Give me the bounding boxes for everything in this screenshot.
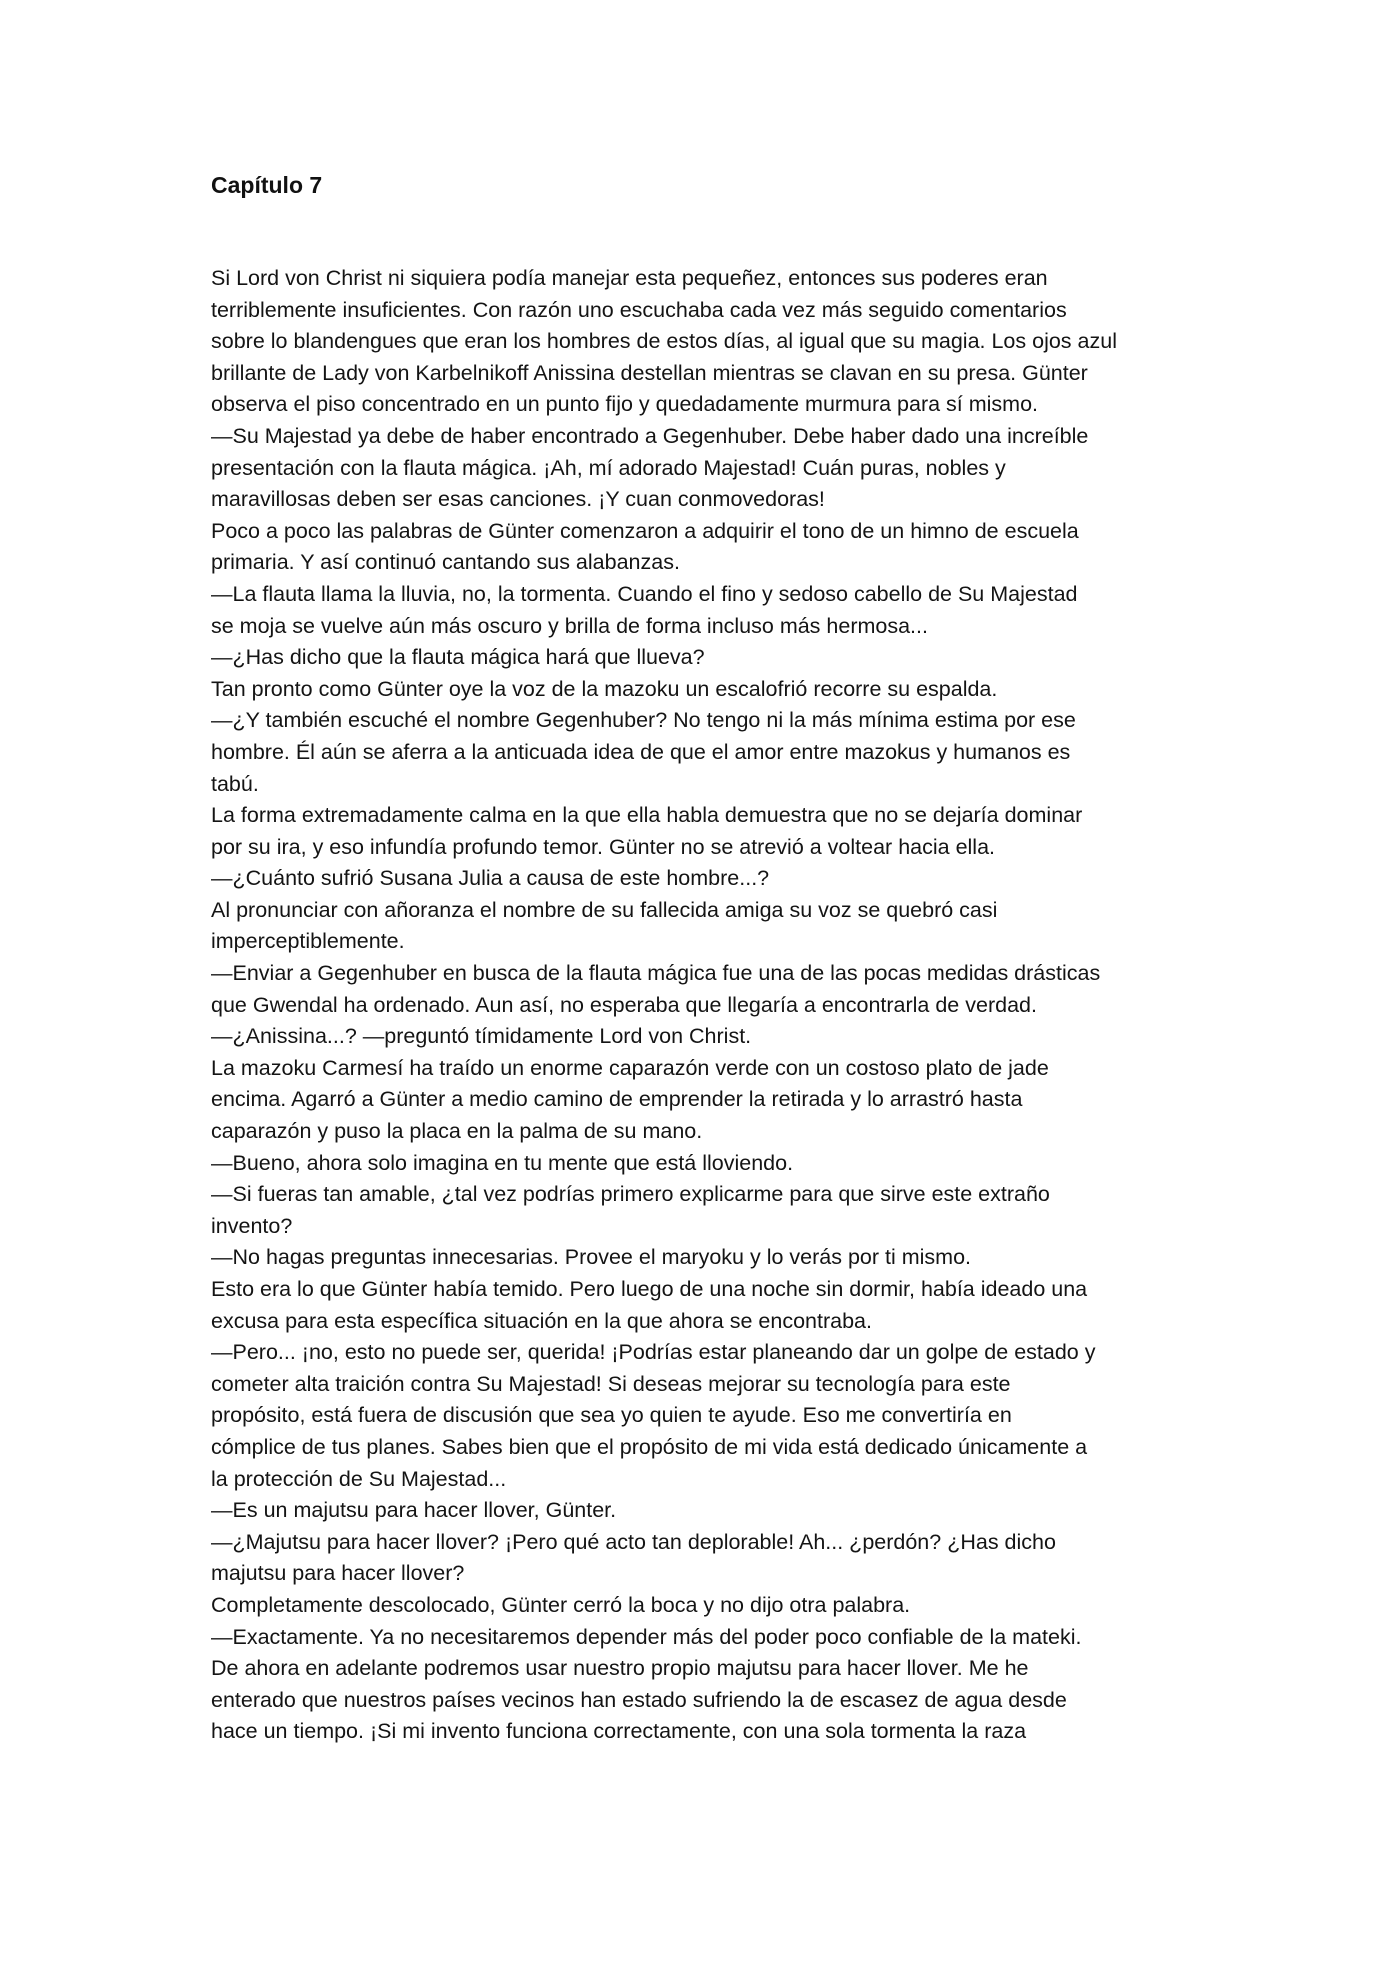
text-line: maravillosas deben ser esas canciones. ¡Y cuan conmovedoras!	[211, 487, 825, 512]
text-line: imperceptiblemente.	[211, 929, 405, 954]
text-line: observa el piso concentrado en un punto fijo y quedadamente murmura para sí mismo.	[211, 392, 1039, 417]
text-line: —Bueno, ahora solo imagina en tu mente que está lloviendo.	[211, 1150, 794, 1175]
text-line: primaria. Y así continuó cantando sus alabanzas.	[211, 550, 680, 575]
text-line: —No hagas preguntas innecesarias. Provee el maryoku y lo verás por ti mismo.	[211, 1245, 972, 1270]
text-line: La mazoku Carmesí ha traído un enorme caparazón verde con un costoso plato de jade	[211, 1055, 1049, 1080]
text-line: presentación con la flauta mágica. ¡Ah, mí adorado Majestad! Cuán puras, nobles y	[211, 455, 1006, 480]
text-line: hace un tiempo. ¡Si mi invento funciona correctamente, con una sola tormenta la raza	[211, 1719, 1027, 1744]
text-line: —Enviar a Gegenhuber en busca de la flauta mágica fue una de las pocas medidas drásticas	[211, 961, 1101, 986]
text-line: Tan pronto como Günter oye la voz de la mazoku un escalofrió recorre su espalda.	[211, 676, 998, 701]
text-line: —¿Cuánto sufrió Susana Julia a causa de este hombre...?	[211, 866, 770, 891]
text-line: majutsu para hacer llover?	[211, 1561, 465, 1586]
text-line: enterado que nuestros países vecinos han estado sufriendo la de escasez de agua desde	[211, 1687, 1067, 1712]
text-line: hombre. Él aún se aferra a la anticuada idea de que el amor entre mazokus y humanos es	[211, 739, 1071, 764]
text-line: cometer alta traición contra Su Majestad! Si deseas mejorar su tecnología para este	[211, 1371, 1011, 1396]
text-line: que Gwendal ha ordenado. Aun así, no esperaba que llegaría a encontrarla de verdad.	[211, 992, 1037, 1017]
text-line: —¿Majutsu para hacer llover? ¡Pero qué acto tan deplorable! Ah... ¿perdón? ¿Has dicho	[211, 1529, 1056, 1554]
text-line: De ahora en adelante podremos usar nuestro propio majutsu para hacer llover. Me he	[211, 1656, 1029, 1681]
text-line: —¿Y también escuché el nombre Gegenhuber? No tengo ni la más mínima estima por ese	[211, 708, 1076, 733]
text-line: —¿Has dicho que la flauta mágica hará que llueva?	[211, 645, 705, 670]
text-line: propósito, está fuera de discusión que sea yo quien te ayude. Eso me convertiría en	[211, 1403, 1012, 1428]
text-line: —Si fueras tan amable, ¿tal vez podrías primero explicarme para que sirve este extraño	[211, 1182, 1050, 1207]
text-line: por su ira, y eso infundía profundo temor. Günter no se atrevió a voltear hacia ella.	[211, 834, 996, 859]
chapter-title: Capítulo 7	[211, 172, 323, 198]
text-line: excusa para esta específica situación en la que ahora se encontraba.	[211, 1308, 872, 1333]
text-line: caparazón y puso la placa en la palma de su mano.	[211, 1119, 703, 1144]
text-line: —Es un majutsu para hacer llover, Günter.	[211, 1498, 617, 1523]
text-line: —Su Majestad ya debe de haber encontrado a Gegenhuber. Debe haber dado una increíble	[211, 423, 1089, 448]
text-line: La forma extremadamente calma en la que ella habla demuestra que no se dejaría dominar	[211, 803, 1083, 828]
text-line: se moja se vuelve aún más oscuro y brilla de forma incluso más hermosa...	[211, 613, 928, 638]
text-line: invento?	[211, 1213, 293, 1238]
text-line: cómplice de tus planes. Sabes bien que el propósito de mi vida está dedicado únicamente a	[211, 1434, 1088, 1459]
text-line: la protección de Su Majestad...	[211, 1466, 507, 1491]
text-line: —Exactamente. Ya no necesitaremos depender más del poder poco confiable de la mateki.	[211, 1624, 1082, 1649]
text-line: Al pronunciar con añoranza el nombre de su fallecida amiga su voz se quebró casi	[211, 897, 998, 922]
text-line: Completamente descolocado, Günter cerró la boca y no dijo otra palabra.	[211, 1592, 911, 1617]
text-line: —La flauta llama la lluvia, no, la tormenta. Cuando el fino y sedoso cabello de Su Majestad	[211, 581, 1078, 606]
text-line: terriblemente insuficientes. Con razón uno escuchaba cada vez más seguido comentarios	[211, 297, 1067, 322]
text-line: Esto era lo que Günter había temido. Pero luego de una noche sin dormir, había ideado una	[211, 1277, 1088, 1301]
text-line: tabú.	[211, 771, 259, 796]
text-line: brillante de Lady von Karbelnikoff Anissina destellan mientras se clavan en su presa. Günter	[211, 360, 1088, 385]
text-line: —Pero... ¡no, esto no puede ser, querida! ¡Podrías estar planeando dar un golpe de estado y	[211, 1340, 1096, 1365]
text-line: —¿Anissina...? —preguntó tímidamente Lord von Christ.	[211, 1024, 752, 1049]
text-line: Si Lord von Christ ni siquiera podía manejar esta pequeñez, entonces sus poderes eran	[211, 266, 1048, 290]
text-line: Poco a poco las palabras de Günter comenzaron a adquirir el tono de un himno de escuela	[211, 518, 1079, 543]
text-line: sobre lo blandengues que eran los hombres de estos días, al igual que su magia. Los ojos azul	[211, 329, 1117, 354]
chapter-body-text	[211, 263, 1211, 1748]
text-line: encima. Agarró a Günter a medio camino de emprender la retirada y lo arrastró hasta	[211, 1087, 1023, 1112]
